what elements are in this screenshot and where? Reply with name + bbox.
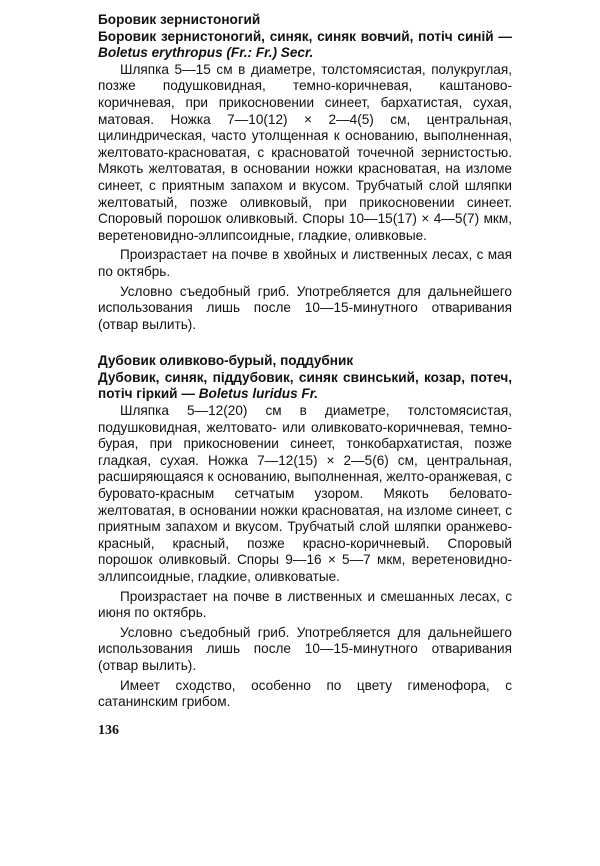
common-names-text: Дубовик, синяк, піддубовик, синяк свинський, козар, потеч, потіч гіркий — <box>98 369 512 402</box>
description-paragraph: Шляпка 5—15 см в диаметре, толстомясистая, полукруглая, позже подушковидная, темно-коричневая, каштаново-коричневая, при прикосновении синеет, бархатистая, сухая, матовая. Ножка 7—10(12) × 2—4(5) см, центральная, цилиндрическая, часто утолщенная к основанию, выполненная, желтовато-красноватая, с красноватой точечной зернистостью. Мякоть желтоватая, в основании ножки красноватая, на изломе синеет, с приятным запахом и вкусом. Трубчатый слой шляпки желтоватый, позже оливковый, при прикосновении синеет. Споровый порошок оливковый. Споры 10—15(17) × 4—5(7) мкм, веретеновидно-эллипсоидные, гладкие, оливковые. <box>98 61 512 243</box>
habitat-paragraph: Произрастает на почве в хвойных и лиственных лесах, с мая по октябрь. <box>98 247 512 279</box>
text-column <box>98 12 512 711</box>
latin-name: Boletus erythropus (Fr.: Fr.) Secr. <box>98 45 314 61</box>
common-names-text: Боровик зернистоногий, синяк, синяк вовчий, потіч синій — <box>98 28 512 44</box>
section-title: Дубовик оливково-бурый, поддубник <box>98 353 354 369</box>
common-names <box>98 29 512 62</box>
common-names <box>98 370 512 403</box>
edibility-paragraph: Условно съедобный гриб. Употребляется для дальнейшего использования лишь после 10—15-минутного отваривания (отвар вылить). <box>98 624 512 673</box>
description-paragraph: Шляпка 5—12(20) см в диаметре, толстомясистая, подушковидная, желтовато- или оливковато-коричневая, темно-бурая, при прикосновении синеет, тонкобархатистая, позже гладкая, сухая. Ножка 7—12(15) × 2—5(6) см, центральная, расширяющаяся к основанию, выполненная, желто-оранжевая, с буровато-красным сетчатым узором. Мякоть беловато-желтоватая, в основании ножки красноватая, на изломе синеет, с приятным запахом и вкусом. Трубчатый слой шляпки оранжево-красный, красный, позже красно-коричневый. Споровый порошок оливковый. Споры 9—16 × 5—7 мкм, веретеновидно-эллипсоидные, гладкие, оливковатые. <box>98 403 512 584</box>
edibility-paragraph: Условно съедобный гриб. Употребляется для дальнейшего использования лишь после 10—15-минутного отваривания (отвар вылить). <box>98 283 512 332</box>
latin-name: Boletus luridus Fr. <box>198 386 319 402</box>
habitat-paragraph: Произрастает на почве в лиственных и смешанных лесах, с июня по октябрь. <box>98 588 512 621</box>
page-number: 136 <box>98 723 119 738</box>
similarity-paragraph: Имеет сходство, особенно по цвету гименофора, с сатанинским грибом. <box>98 677 512 710</box>
section-title: Боровик зернистоногий <box>98 12 261 27</box>
section-boletus-erythropus <box>98 12 512 333</box>
section-boletus-luridus <box>98 353 512 710</box>
